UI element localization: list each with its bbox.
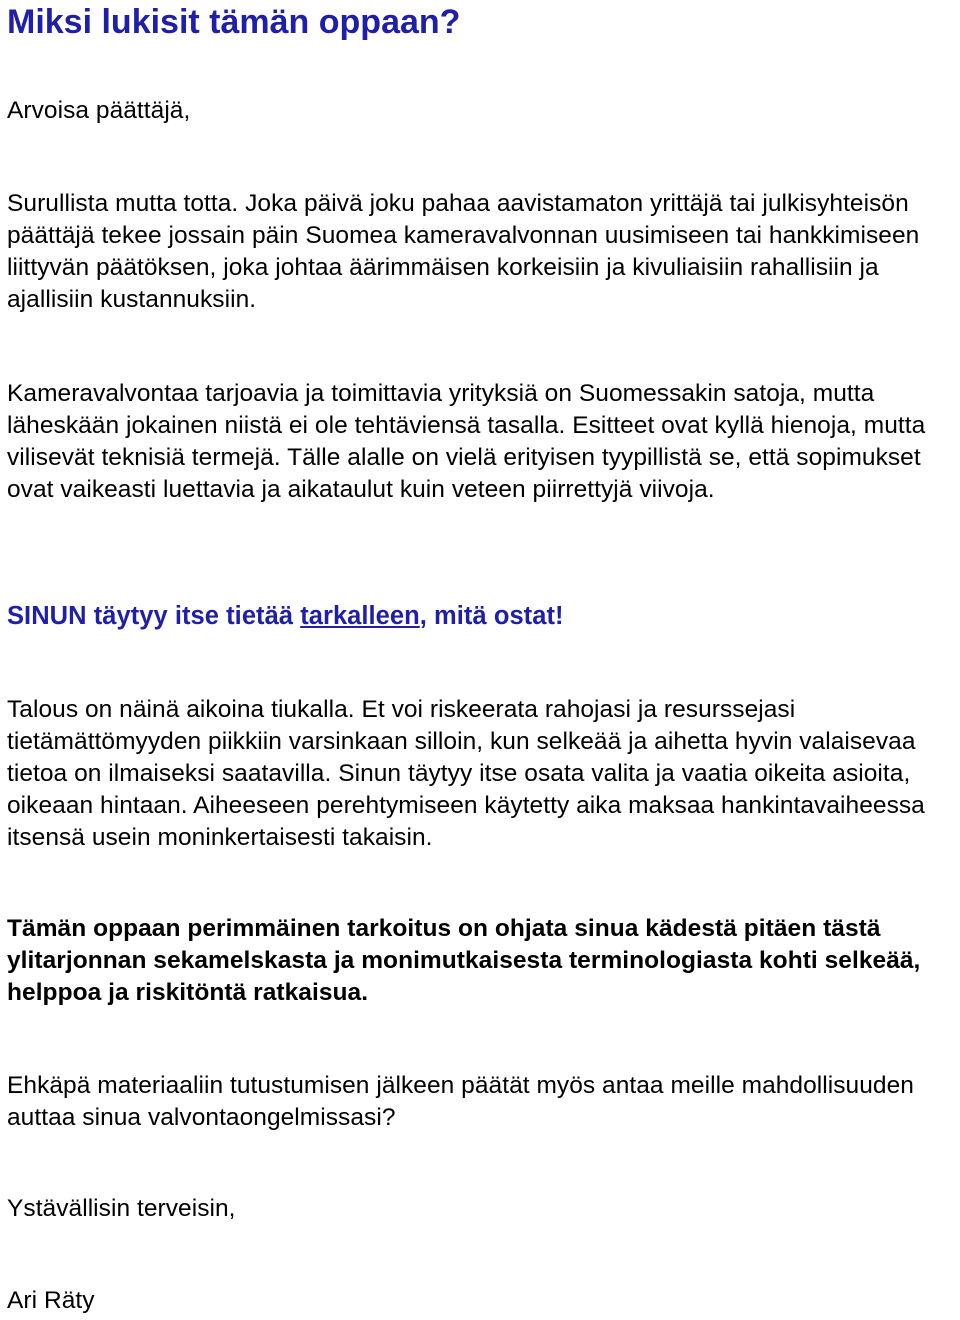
- callout-text-start: SINUN täytyy itse tietää: [7, 602, 301, 630]
- callout-emphasis: tarkalleen: [300, 602, 420, 630]
- greeting: Arvoisa päättäjä,: [7, 97, 191, 124]
- closing-text: Ystävällisin terveisin,: [7, 1195, 236, 1222]
- purpose-paragraph: Tämän oppaan perimmäinen tarkoitus on ohjata sinua kädestä pitäen tästä ylitarjonnan sekamelskasta ja monimutkaisesta terminologiasta kohti selkeää, helppoa ja riskitöntä ratkaisua.: [7, 915, 921, 1006]
- page-title: Miksi lukisit tämän oppaan?: [7, 3, 461, 41]
- signature: Ari Räty: [7, 1287, 95, 1314]
- callout-text-end: , mitä ostat!: [419, 602, 564, 630]
- economy-paragraph: Talous on näinä aikoina tiukalla. Et voi riskeerata rahojasi ja resurssejasi tietämättömyyden piikkiin varsinkaan silloin, kun selkeää ja aihetta hyvin valaisevaa tietoa on ilmaiseksi saatavilla. Sinun täytyy itse osata valita ja vaatia oikeita asioita, oikeaan hintaan. Aiheeseen perehtymiseen käytetty aika maksaa hankintavaiheessa itsensä usein moninkertaisesti takaisin.: [7, 696, 925, 851]
- intro-paragraph: Surullista mutta totta. Joka päivä joku pahaa aavistamaton yrittäjä tai julkisyhteisön päättäjä tekee jossain päin Suomea kameravalvonnan uusimiseen tai hankkimiseen liittyvän päätöksen, joka johtaa äärimmäisen korkeisiin ja kivuliaisiin rahallisiin ja ajallisiin kustannuksiin.: [7, 190, 920, 313]
- offer-paragraph: Ehkäpä materiaaliin tutustumisen jälkeen päätät myös antaa meille mahdollisuuden auttaa sinua valvontaongelmissasi?: [7, 1072, 914, 1131]
- market-paragraph: Kameravalvontaa tarjoavia ja toimittavia yrityksiä on Suomessakin satoja, mutta läheskään jokainen niistä ei ole tehtäviensä tasalla. Esitteet ovat kyllä hienoja, mutta vilisevät teknisiä termejä. Tälle alalle on vielä erityisen tyypillistä se, että sopimukset ovat vaikeasti luettavia ja aikataulut kuin veteen piirrettyjä viivoja.: [7, 380, 926, 503]
- callout-heading: [7, 600, 960, 632]
